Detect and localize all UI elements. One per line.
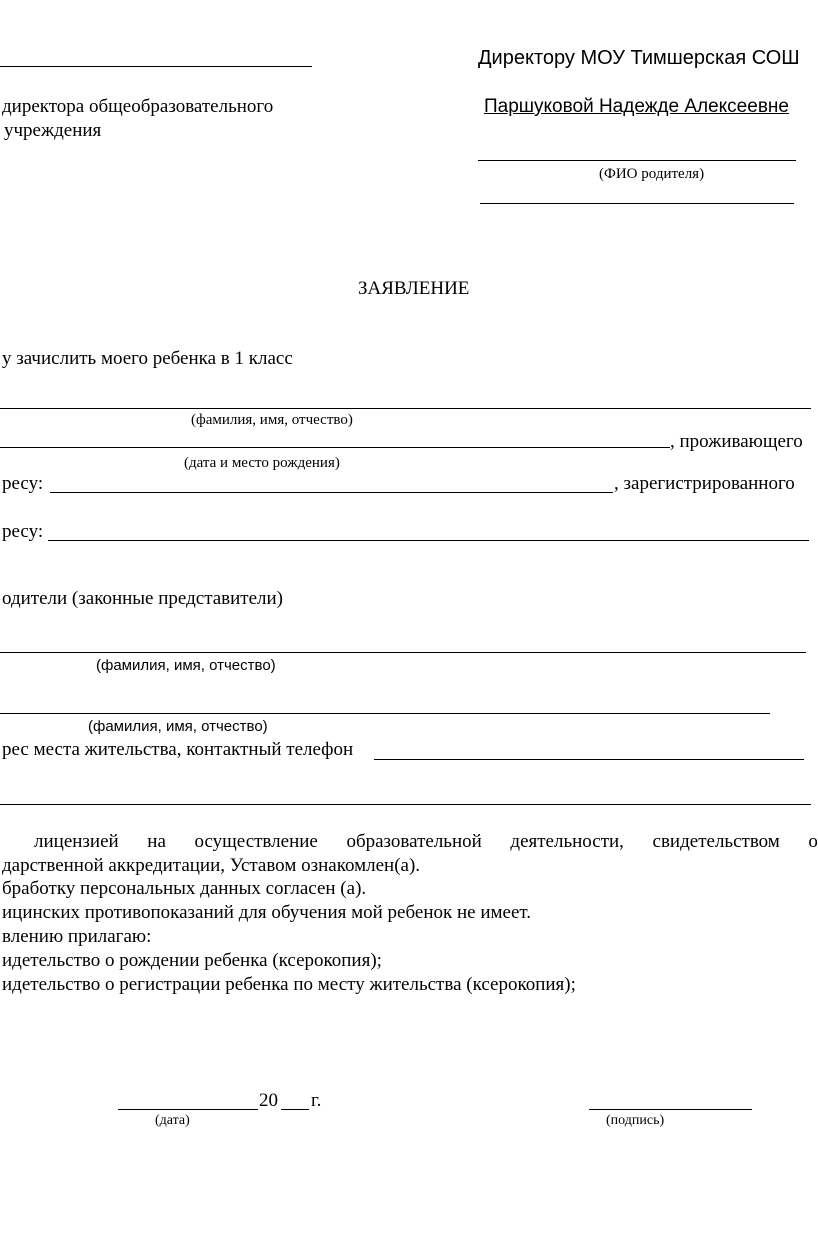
consent-word: образовательной <box>346 831 482 852</box>
registration-address-line <box>48 540 809 541</box>
contact-label: рес места жительства, контактный телефон <box>2 739 354 760</box>
year-blank-line <box>281 1109 309 1110</box>
residence-address-line <box>50 492 613 493</box>
year-prefix: 20 <box>259 1090 278 1111</box>
enroll-request-text: у зачислить моего ребенка в 1 класс <box>2 348 293 369</box>
consent-word: осуществление <box>194 831 318 852</box>
signature-caption: (подпись) <box>606 1113 665 1128</box>
birth-info-caption: (дата и место рождения) <box>184 455 340 471</box>
parent-two-caption: (фамилия, имя, отчество) <box>88 718 268 735</box>
parent-name-line-2 <box>480 203 794 204</box>
parent-name-caption: (ФИО родителя) <box>599 166 705 182</box>
child-name-caption: (фамилия, имя, отчество) <box>191 412 353 428</box>
parent-one-caption: (фамилия, имя, отчество) <box>96 657 276 674</box>
consent-line-6: идетельство о рождении ребенка (ксерокопия); <box>2 950 382 971</box>
header-institution-text: учреждения <box>4 120 102 141</box>
header-position-text: директора общеобразовательного <box>2 96 274 117</box>
date-blank-line <box>118 1109 258 1110</box>
addressee-school: Директору МОУ Тимшерская СОШ <box>478 47 800 69</box>
parent-two-name-line <box>0 713 770 714</box>
contact-line <box>374 759 804 760</box>
registration-address-label: ресу: <box>2 521 44 542</box>
contact-line-2 <box>0 804 811 805</box>
consent-line-3: бработку персональных данных согласен (а). <box>2 878 367 899</box>
registered-label: , зарегистрированного <box>614 473 795 494</box>
signature-line <box>589 1109 752 1110</box>
parent-name-line <box>478 160 796 161</box>
addressee-director-name: Паршуковой Надежде Алексеевне <box>484 96 789 117</box>
consent-word: деятельности, <box>510 831 624 852</box>
child-name-line <box>0 408 811 409</box>
consent-word: на <box>147 831 166 852</box>
document-title: ЗАЯВЛЕНИЕ <box>358 278 470 299</box>
birth-info-line <box>0 447 670 448</box>
date-caption: (дата) <box>155 1113 190 1128</box>
year-suffix: г. <box>311 1090 322 1111</box>
consent-line-7: идетельство о регистрации ребенка по месту жительства (ксерокопия); <box>2 974 576 995</box>
consent-word: свидетельством <box>652 831 780 852</box>
consent-line-4: ицинских противопоказаний для обучения мой ребенок не имеет. <box>2 902 532 923</box>
consent-word: лицензией <box>34 831 119 852</box>
residence-address-label: ресу: <box>2 473 44 494</box>
consent-line-2: дарственной аккредитации, Уставом ознакомлен(а). <box>2 855 421 876</box>
header-left-blank-line <box>0 66 312 67</box>
parents-heading: одители (законные представители) <box>2 588 284 609</box>
consent-line-5: влению прилагаю: <box>2 926 152 947</box>
parent-one-name-line <box>0 652 806 653</box>
consent-line-1 <box>0 831 818 853</box>
residing-label: , проживающего <box>670 431 803 452</box>
consent-word: о <box>808 831 818 852</box>
